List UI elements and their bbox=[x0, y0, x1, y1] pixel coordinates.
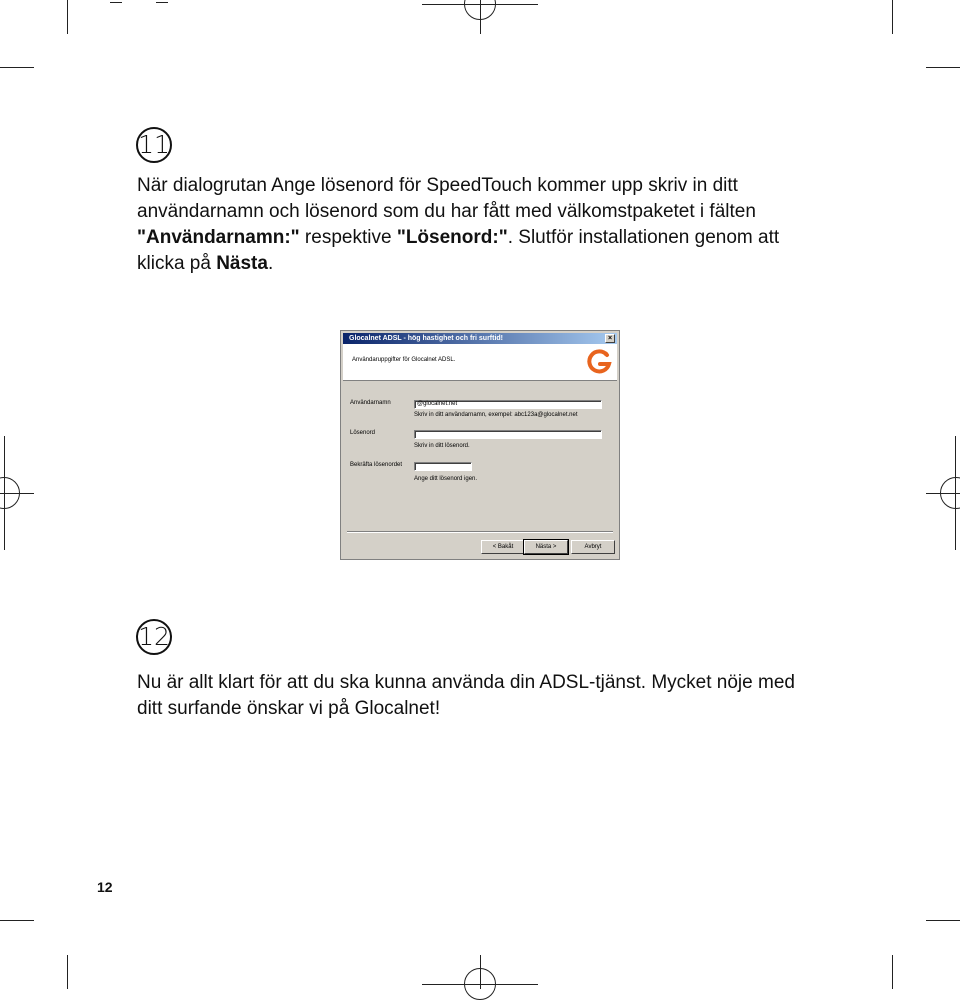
crop-mark bbox=[926, 67, 960, 68]
password-input[interactable] bbox=[414, 430, 602, 439]
step-12-badge: 12 bbox=[136, 619, 172, 655]
username-field-name: "Användarnamn:" bbox=[137, 227, 300, 248]
cancel-button[interactable]: Avbryt bbox=[571, 540, 615, 554]
username-hint: Skriv in ditt användarnamn, exempel: abc123a@glocalnet.net bbox=[414, 412, 578, 418]
step-11-respektive: respektive bbox=[299, 227, 397, 248]
crop-mark bbox=[67, 955, 68, 989]
username-input[interactable]: @glocalnet.net bbox=[414, 400, 602, 409]
step-11-line-3-rest: . Slutför installationen genom att bbox=[507, 227, 780, 248]
step-12-line-1: Nu är allt klart för att du ska kunna använda din ADSL-tjänst. Mycket nöje med bbox=[137, 672, 795, 693]
confirm-password-hint: Ange ditt lösenord igen. bbox=[414, 476, 478, 482]
step-11-text bbox=[137, 173, 837, 277]
confirm-password-label: Bekräfta lösenordet bbox=[350, 462, 403, 468]
username-label: Användarnamn bbox=[350, 400, 391, 406]
close-button[interactable]: × bbox=[605, 334, 615, 343]
password-field-name: "Lösenord:" bbox=[396, 227, 508, 248]
step-11-line-4-end: . bbox=[267, 253, 274, 274]
crop-mark bbox=[926, 920, 960, 921]
step-11-line-1: När dialogrutan Ange lösenord för SpeedTouch kommer upp skriv in ditt bbox=[137, 175, 738, 196]
crop-mark bbox=[892, 955, 893, 989]
dialog-header bbox=[343, 344, 617, 381]
crop-mark bbox=[0, 67, 34, 68]
crop-mark bbox=[110, 2, 122, 3]
registration-mark bbox=[0, 477, 20, 509]
next-button-name: Nästa bbox=[216, 253, 268, 274]
password-label: Lösenord bbox=[350, 430, 376, 436]
step-11-line-4-start: klicka på bbox=[137, 253, 217, 274]
confirm-password-input[interactable] bbox=[414, 462, 472, 471]
glocalnet-logo-icon bbox=[585, 348, 613, 376]
step-12-text bbox=[137, 670, 837, 722]
dialog-title: Glocalnet ADSL - hög hastighet och fri surftid! bbox=[349, 335, 504, 342]
step-11-line-2: användarnamn och lösenord som du har fått med välkomstpaketet i fälten bbox=[137, 201, 756, 222]
page-number: 12 bbox=[97, 879, 113, 895]
registration-mark bbox=[940, 477, 960, 509]
registration-mark bbox=[464, 0, 496, 20]
back-button[interactable]: < Bakåt bbox=[481, 540, 525, 554]
crop-mark bbox=[0, 920, 34, 921]
dialog-separator bbox=[347, 531, 613, 533]
crop-mark bbox=[67, 0, 68, 34]
crop-mark bbox=[156, 2, 168, 3]
next-button[interactable]: Nästa > bbox=[524, 540, 568, 554]
crop-mark bbox=[892, 0, 893, 34]
step-11-badge: 11 bbox=[136, 127, 172, 163]
dialog-header-text: Användaruppgifter för Glocalnet ADSL. bbox=[352, 357, 456, 363]
password-hint: Skriv in ditt lösenord. bbox=[414, 443, 470, 449]
step-12-line-2: ditt surfande önskar vi på Glocalnet! bbox=[137, 698, 441, 719]
glocalnet-dialog bbox=[340, 330, 620, 560]
registration-mark bbox=[464, 968, 496, 1000]
dialog-titlebar[interactable] bbox=[343, 333, 617, 344]
